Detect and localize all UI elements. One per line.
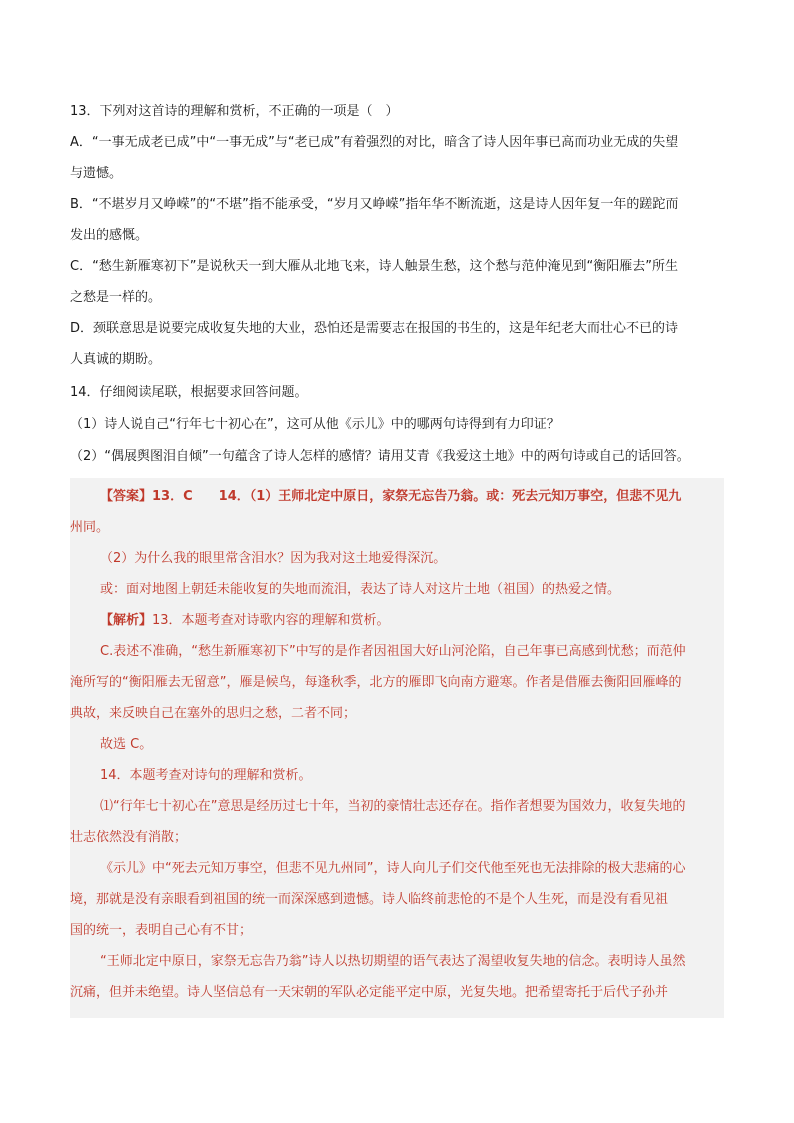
answer-line4: 或：面对地图上朝廷未能收复的失地而流泪，表达了诗人对这片土地（祖国）的热爱之情。	[100, 582, 621, 597]
analysis-line1	[100, 605, 754, 636]
q14-stem: 14．仔细阅读尾联，根据要求回答问题。	[70, 385, 308, 400]
analysis-tag: 【解析】	[100, 613, 153, 628]
q13-stem: 13．下列对这首诗的理解和赏析，不正确的一项是（ ）	[70, 104, 399, 119]
analysis-line10: 境，那就是没有亲眼看到祖国的统一而深深感到遗憾。诗人临终前悲怆的不是个人生死，而是没有看见祖	[70, 892, 669, 907]
analysis-line5: 故选 C。	[100, 737, 153, 752]
analysis-line7: ⑴“行年七十初心在”意思是经历过七十年，当初的豪情壮志还存在。指作者想要为国效力，收复失地的	[100, 799, 686, 814]
q13-option-d-line1: D．颈联意思是说要完成收复失地的大业，恐怕还是需要志在报国的书生的，这是年纪老大而壮心不已的诗	[70, 321, 679, 336]
answer-text-1: 13．C 14．（1）王师北定中原日，家祭无忘告乃翁。或：死去元知万事空，但悲不见九	[152, 489, 682, 504]
analysis-text-1: 13．本题考查对诗歌内容的理解和赏析。	[152, 613, 390, 628]
analysis-line8: 壮志依然没有消散；	[70, 830, 188, 845]
q13-option-a-line2: 与遗憾。	[70, 166, 123, 181]
answer-line3: （2）为什么我的眼里常含泪水？因为我对这土地爱得深沉。	[100, 551, 447, 566]
q13-option-d-line2: 人真诚的期盼。	[70, 352, 162, 367]
answer-block	[70, 478, 724, 1018]
analysis-line3: 淹所写的“衡阳雁去无留意”，雁是候鸟，每逢秋季，北方的雁即飞向南方避寒。作者是借雁去衡阳回雁峰的	[70, 675, 682, 690]
analysis-line6: 14．本题考查对诗句的理解和赏析。	[100, 768, 312, 783]
q14-sub1: （1）诗人说自己“行年七十初心在”，这可从他《示儿》中的哪两句诗得到有力印证？	[70, 417, 560, 432]
analysis-line13: 沉痛，但并未绝望。诗人坚信总有一天宋朝的军队必定能平定中原，光复失地。把希望寄托于后代子孙并	[70, 985, 669, 1000]
answer-line2: 州同。	[70, 520, 110, 535]
analysis-line11: 国的统一，表明自己心有不甘；	[70, 923, 253, 938]
answer-line1	[100, 481, 754, 512]
q13-option-b-line2: 发出的感慨。	[70, 228, 149, 243]
q14-sub2: （2）“偶展舆图泪自倾”一句蕴含了诗人怎样的感情？请用艾青《我爱这土地》中的两句诗或自己的话回答。	[70, 449, 690, 464]
q13-option-c-line2: 之愁是一样的。	[70, 290, 162, 305]
analysis-line12: “王师北定中原日，家祭无忘告乃翁”诗人以热切期望的语气表达了渴望收复失地的信念。表明诗人虽然	[100, 954, 686, 969]
analysis-line9: 《示儿》中“死去元知万事空，但悲不见九州同”，诗人向儿子们交代他至死也无法排除的极大悲痛的心	[100, 861, 686, 876]
answer-tag: 【答案】	[100, 489, 153, 504]
analysis-line2: C.表述不准确，“愁生新雁寒初下”中写的是作者因祖国大好山河沦陷，自己年事已高感到忧愁；而范仲	[100, 644, 686, 659]
q13-option-a-line1: A．“一事无成老已成”中“一事无成”与“老已成”有着强烈的对比，暗含了诗人因年事已高而功业无成的失望	[70, 135, 679, 150]
analysis-line4: 典故，来反映自己在塞外的思归之愁，二者不同；	[70, 706, 357, 721]
q13-option-c-line1: C．“愁生新雁寒初下”是说秋天一到大雁从北地飞来，诗人触景生愁，这个愁与范仲淹见到“衡阳雁去”所生	[70, 259, 679, 274]
q13-option-b-line1: B．“不堪岁月又峥嵘”的“不堪”指不能承受，“岁月又峥嵘”指年华不断流逝，这是诗人因年复一年的蹉跎而	[70, 197, 679, 212]
